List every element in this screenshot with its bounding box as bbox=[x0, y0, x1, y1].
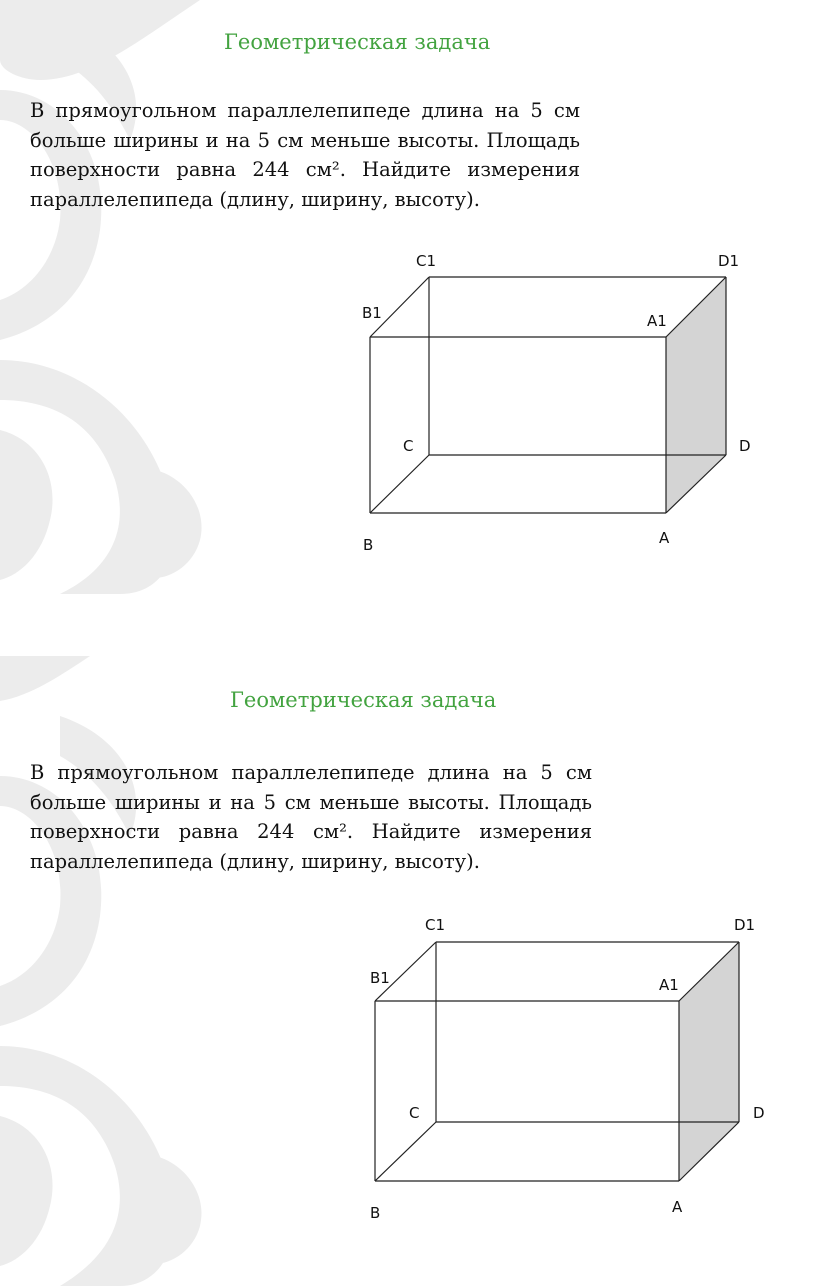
problem-text: В прямоугольном параллелепипеде длина на 5 см больше ширины и на 5 см меньше высоты. Площадь поверхности равна 244 см². Найдите измерения параллелепипеда (длину, ширину, высоту). bbox=[30, 99, 580, 211]
vertex-label-b: B bbox=[363, 536, 374, 554]
vertex-label-b: B bbox=[370, 1204, 381, 1222]
slide-1 bbox=[0, 0, 816, 594]
vertex-label-a: A bbox=[659, 529, 670, 547]
edge-b-c bbox=[370, 455, 429, 513]
slide-2 bbox=[0, 656, 816, 1286]
vertex-label-c1: C1 bbox=[425, 916, 446, 934]
edge-b-c bbox=[375, 1122, 436, 1181]
vertex-label-a: A bbox=[672, 1198, 683, 1216]
vertex-label-c: C bbox=[409, 1104, 420, 1122]
vertex-label-c: C bbox=[403, 437, 414, 455]
vertex-label-d1: D1 bbox=[718, 252, 740, 270]
slide-title: Геометрическая задача bbox=[230, 688, 497, 712]
vertex-label-d: D bbox=[753, 1104, 765, 1122]
parallelepiped-diagram bbox=[0, 656, 816, 1286]
problem-text: В прямоугольном параллелепипеде длина на 5 см больше ширины и на 5 см меньше высоты. Площадь поверхности равна 244 см². Найдите измерения параллелепипеда (длину, ширину, высоту). bbox=[30, 761, 592, 873]
vertex-label-b1: B1 bbox=[370, 969, 390, 987]
slide-title: Геометрическая задача bbox=[224, 30, 491, 54]
vertex-label-c1: C1 bbox=[416, 252, 437, 270]
shaded-side-face bbox=[679, 942, 739, 1181]
vertex-label-d1: D1 bbox=[734, 916, 756, 934]
shaded-side-face bbox=[666, 277, 726, 513]
vertex-label-b1: B1 bbox=[362, 304, 382, 322]
parallelepiped-diagram bbox=[0, 0, 816, 594]
vertex-label-a1: A1 bbox=[659, 976, 679, 994]
vertex-label-d: D bbox=[739, 437, 751, 455]
vertex-label-a1: A1 bbox=[647, 312, 667, 330]
